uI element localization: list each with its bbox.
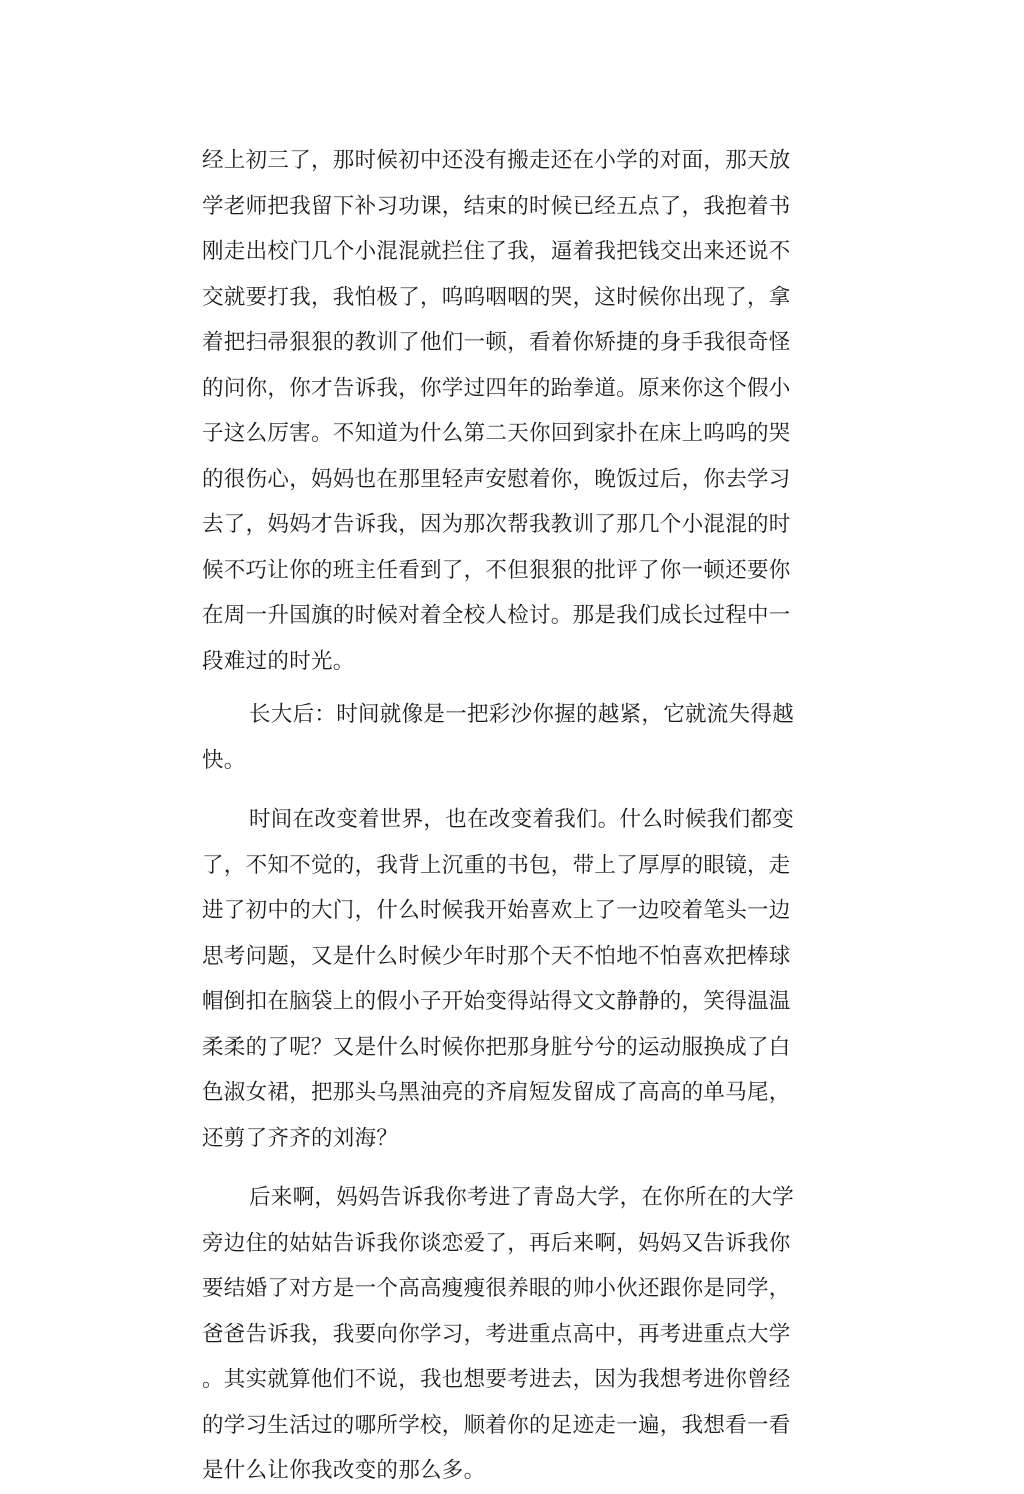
- text-line: 爸爸告诉我，我要向你学习，考进重点高中，再考进重点大学: [202, 1321, 791, 1347]
- text-line: 着把扫帚狠狠的教训了他们一顿，看着你矫捷的身手我很奇怪: [202, 330, 791, 355]
- text-column: [202, 138, 822, 1494]
- text-line: 在周一升国旗的时候对着全校人检讨。那是我们成长过程中一: [202, 603, 791, 628]
- text-line: 快。: [202, 747, 246, 773]
- text-line: 了，不知不觉的，我背上沉重的书包，带上了厚厚的眼镜，走: [202, 852, 791, 878]
- paragraph-4: [202, 1175, 822, 1494]
- text-line: 要结婚了对方是一个高高瘦瘦很养眼的帅小伙还跟你是同学，: [202, 1276, 791, 1301]
- text-line: 色淑女裙，把那头乌黑油亮的齐肩短发留成了高高的单马尾，: [202, 1080, 791, 1105]
- paragraph-1: [202, 138, 822, 684]
- text-line: 长大后：时间就像是一把彩沙你握的越紧，它就流失得越: [249, 702, 795, 727]
- text-line: 的学习生活过的哪所学校，顺着你的足迹走一遍，我想看一看: [202, 1412, 791, 1438]
- text-line: 还剪了齐齐的刘海？: [202, 1125, 399, 1151]
- text-line: 。其实就算他们不说，我也想要考进去，因为我想考进你曾经: [202, 1367, 791, 1392]
- paragraph-spacer: [202, 684, 822, 692]
- text-line: 进了初中的大门，什么时候我开始喜欢上了一边咬着笔头一边: [202, 898, 791, 923]
- text-line: 去了，妈妈才告诉我，因为那次帮我教训了那几个小混混的时: [202, 512, 791, 537]
- text-line: 的很伤心，妈妈也在那里轻声安慰着你，晚饭过后，你去学习: [202, 466, 791, 492]
- text-line: 的问你，你才告诉我，你学过四年的跆拳道。原来你这个假小: [202, 375, 791, 401]
- text-line: 思考问题，又是什么时候少年时那个天不怕地不怕喜欢把棒球: [202, 943, 791, 969]
- text-line: 交就要打我，我怕极了，呜呜咽咽的哭，这时候你出现了，拿: [202, 284, 791, 310]
- paragraph-spacer: [202, 1161, 822, 1175]
- paragraph-2: [202, 692, 822, 783]
- text-line: 柔柔的了呢？又是什么时候你把那身脏兮兮的运动服换成了白: [202, 1034, 791, 1060]
- paragraph-spacer: [202, 783, 822, 797]
- text-line: 刚走出校门几个小混混就拦住了我，逼着我把钱交出来还说不: [202, 239, 791, 264]
- paragraph-3: [202, 797, 822, 1161]
- text-line: 经上初三了，那时候初中还没有搬走还在小学的对面，那天放: [202, 148, 791, 173]
- text-line: 帽倒扣在脑袋上的假小子开始变得站得文文静静的，笑得温温: [202, 989, 791, 1014]
- text-line: 学老师把我留下补习功课，结束的时候已经五点了，我抱着书: [202, 193, 791, 219]
- text-line: 时间在改变着世界，也在改变着我们。什么时候我们都变: [249, 807, 795, 832]
- text-line: 后来啊，妈妈告诉我你考进了青岛大学，在你所在的大学: [249, 1185, 795, 1210]
- text-line: 是什么让你我改变的那么多。: [202, 1458, 486, 1483]
- text-line: 旁边住的姑姑告诉我你谈恋爱了，再后来啊，妈妈又告诉我你: [202, 1230, 791, 1256]
- text-line: 子这么厉害。不知道为什么第二天你回到家扑在床上呜呜的哭: [202, 421, 791, 446]
- text-line: 段难过的时光。: [202, 648, 355, 674]
- text-line: 候不巧让你的班主任看到了，不但狠狠的批评了你一顿还要你: [202, 557, 791, 583]
